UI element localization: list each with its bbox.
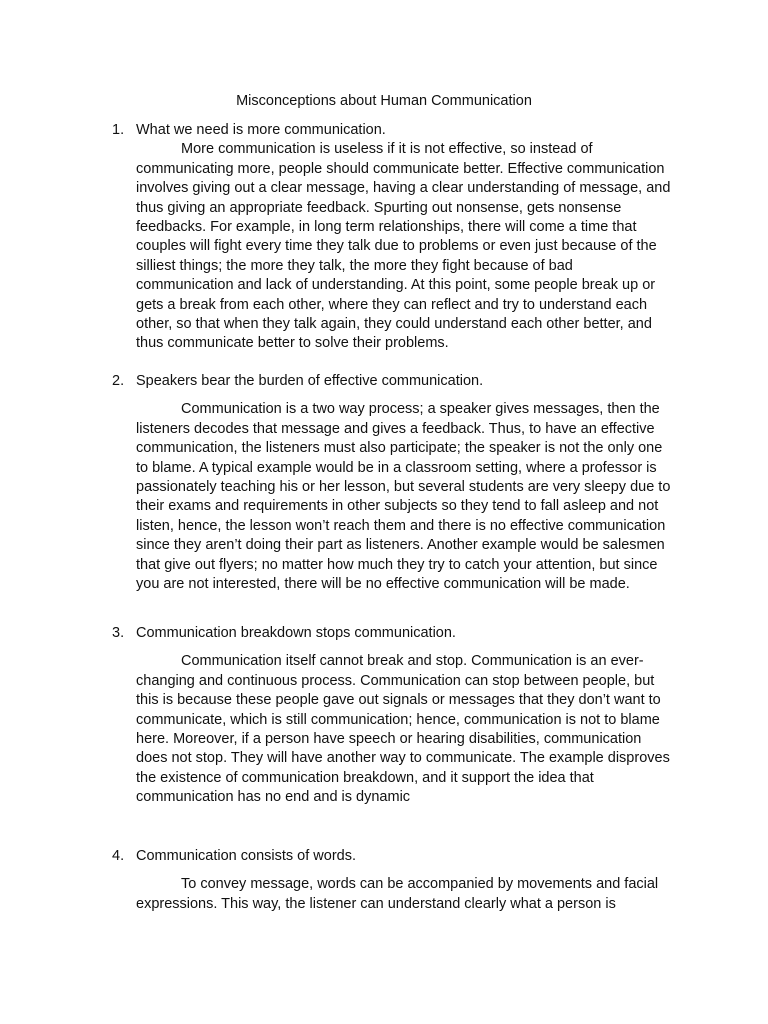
- document-title: Misconceptions about Human Communication: [236, 93, 532, 109]
- item-number: 2.: [112, 373, 125, 389]
- item-body: Communication itself cannot break and stop. Communication is an ever-changing and continuous process. Communication can stop between people, but this is because these people gave out signals or messages that they don’t want to communicate, which is still communication; hence, communication is not to blame here. Moreover, if a person have speech or hearing disabilities, communication does not stop. They will have another way to communicate. The example disproves the existence of communication breakdown, and it support the idea that communication has no end and is dynamic: [136, 653, 670, 806]
- list-item-4: [112, 847, 672, 914]
- item-number: 4.: [112, 848, 125, 864]
- item-heading: Communication consists of words.: [136, 848, 356, 864]
- item-body: To convey message, words can be accompanied by movements and facial expressions. This way, the listener can understand clearly what a person is: [136, 876, 659, 912]
- item-number: 3.: [112, 625, 125, 641]
- item-body: Communication is a two way process; a speaker gives messages, then the listeners decodes that message and gives a feedback. Thus, to have an effective communication, the listeners must also participate; the speaker is not the only one to blame. A typical example would be in a classroom setting, where a professor is passionately teaching his or her lesson, but several students are very sleepy due to their exams and requirements in other subjects so they tend to fall asleep and not listen, hence, the lesson won’t reach them and there is no effective communication since they aren’t doing their part as listeners. Another example would be salesmen that give out flyers; no matter how much they try to catch your attention, but since you are not interested, there will be no effective communication will be made.: [136, 401, 671, 593]
- item-heading: What we need is more communication.: [136, 122, 386, 138]
- item-heading: Communication breakdown stops communication.: [136, 625, 456, 641]
- list-item-2: [112, 372, 672, 594]
- list-item-3: [112, 624, 672, 808]
- item-body: More communication is useless if it is not effective, so instead of communicating more, people should communicate better. Effective communication involves giving out a clear message, having a clear understanding of message, and thus giving an appropriate feedback. Spurting out nonsense, gets nonsense feedbacks. For example, in long term relationships, there will come a time that couples will fight every time they talk due to problems or even just because of the silliest things; the more they talk, the more they fight because of bad communication and lack of understanding. At this point, some people break up or gets a break from each other, where they can reflect and try to understand each other, so that when they talk again, they could understand each other better, and thus communicate better to solve their problems.: [136, 141, 671, 352]
- item-number: 1.: [112, 122, 125, 138]
- list-item-1: [112, 121, 672, 354]
- item-heading: Speakers bear the burden of effective communication.: [136, 373, 484, 389]
